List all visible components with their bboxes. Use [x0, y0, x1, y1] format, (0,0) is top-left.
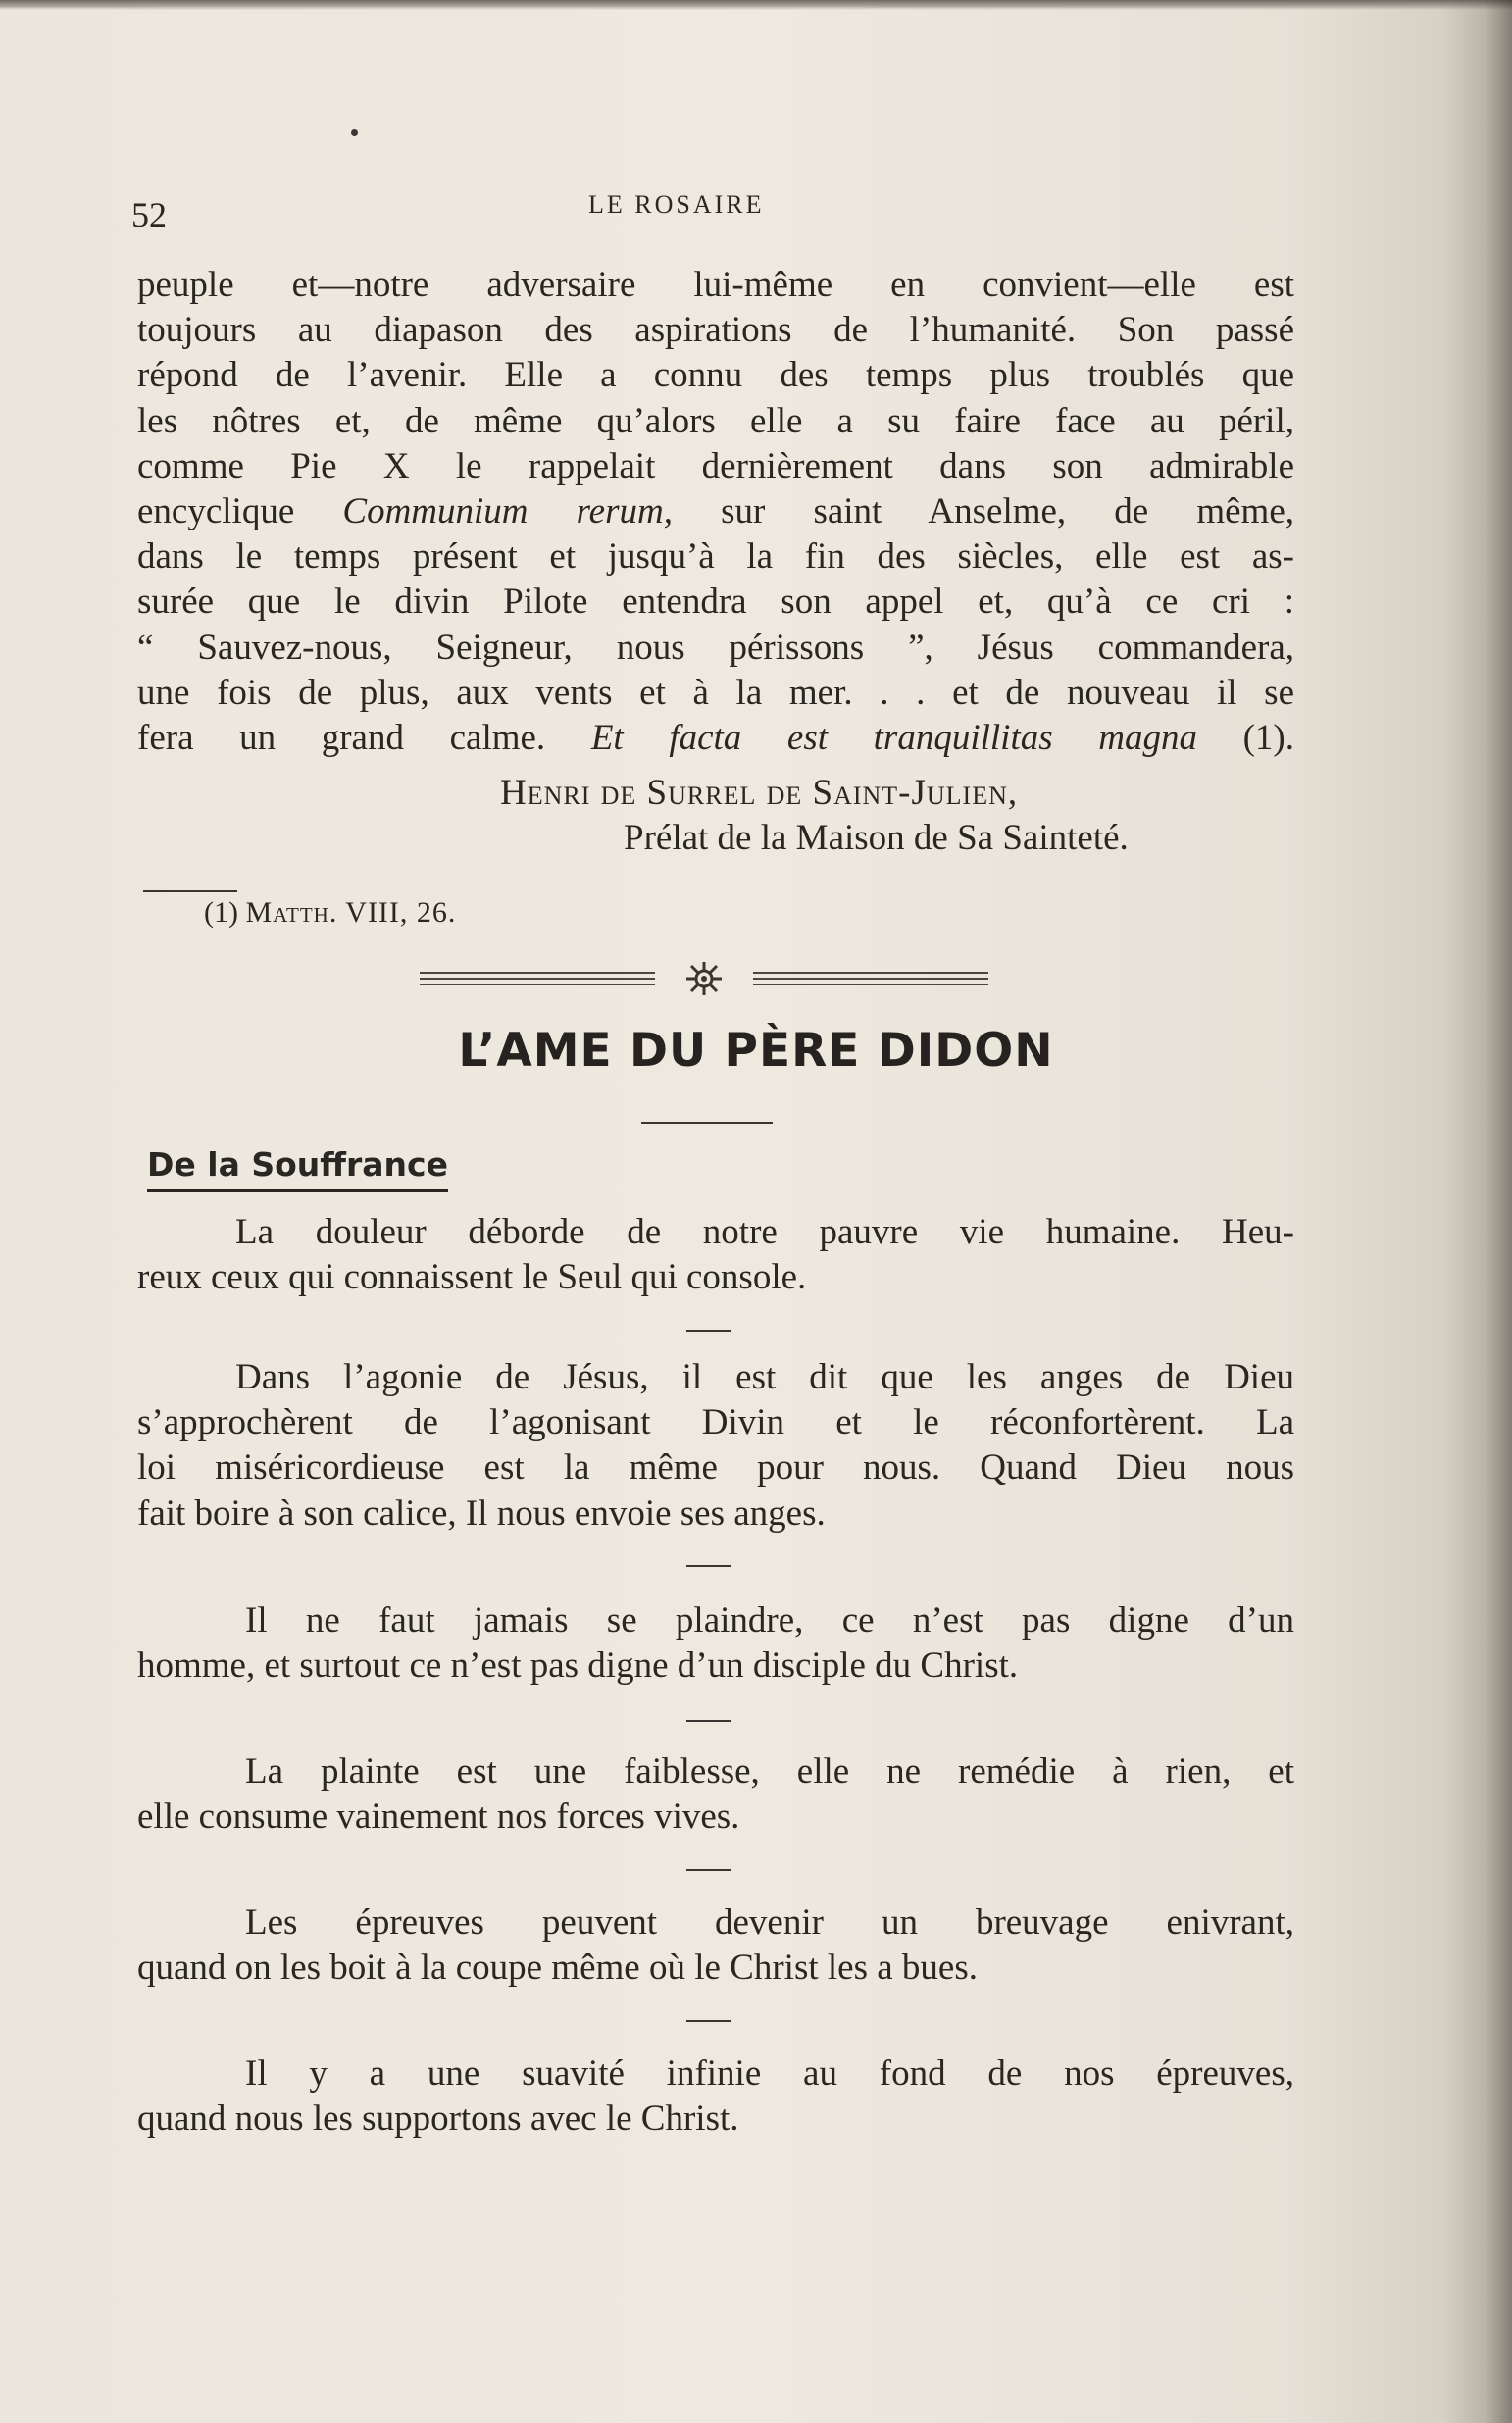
text-line: répond de l’avenir. Elle a connu des temps plus troublés que — [137, 355, 1294, 396]
ornament-rule-left — [420, 972, 655, 985]
text-segment: sur saint Anselme, de même, — [672, 491, 1295, 532]
print-speck — [351, 129, 358, 136]
section-ornament — [420, 961, 988, 996]
paragraph — [137, 1355, 1294, 1537]
text-line: toujours au diapason des aspirations de l’humanité. Son passé — [137, 310, 1294, 351]
latin-quote: Et facta est tranquillitas magna — [590, 718, 1197, 759]
footnote-rule — [143, 890, 237, 892]
separator-dash — [686, 1330, 731, 1332]
title-rule — [641, 1122, 773, 1124]
text-line: Les épreuves peuvent devenir un breuvage enivrant, — [245, 1902, 1294, 1943]
text-segment: fera un grand calme. — [137, 718, 546, 759]
text-line: les nôtres et, de même qu’alors elle a su faire face au péril, — [137, 400, 1294, 441]
text-line: Il y a une suavité infinie au fond de nos épreuves, — [245, 2053, 1294, 2094]
text-line: comme Pie X le rappelait dernièrement dans son admirable — [137, 445, 1294, 486]
running-header — [0, 184, 1512, 233]
paragraph — [137, 2051, 1294, 2142]
text-line: fait boire à son calice, Il nous envoie ses anges. — [137, 1492, 826, 1534]
footnote-text: Matth. VIII, 26. — [245, 896, 457, 929]
footnote — [204, 896, 456, 930]
text-line: une fois de plus, aux vents et à la mer. . . et de nouveau il se — [137, 672, 1294, 713]
text-line: La plainte est une faiblesse, elle ne remédie à rien, et — [245, 1751, 1294, 1792]
text-line: elle consume vainement nos forces vives. — [137, 1796, 740, 1838]
footnote-mark: (1) — [204, 896, 238, 929]
text-line: La douleur déborde de notre pauvre vie humaine. Heu- — [235, 1212, 1294, 1252]
text-line-final — [137, 716, 1294, 761]
section-heading: De la Souffrance — [147, 1145, 448, 1192]
separator-dash — [686, 1869, 731, 1871]
text-line: reux ceux qui connaissent le Seul qui console. — [137, 1257, 807, 1298]
text-line: dans le temps présent et jusqu’à la fin des siècles, elle est as- — [137, 536, 1294, 578]
latin-title: Communium rerum, — [342, 491, 673, 532]
text-line: quand on les boit à la coupe même où le Christ les a bues. — [137, 1947, 978, 1989]
text-line: surée que le divin Pilote entendra son appel et, qu’à ce cri : — [137, 581, 1294, 623]
running-title: LE ROSAIRE — [588, 190, 765, 219]
separator-dash — [686, 2020, 731, 2022]
text-line: “ Sauvez-nous, Seigneur, nous périssons ”, Jésus commandera, — [137, 627, 1294, 668]
text-line: quand nous les supportons avec le Christ. — [137, 2098, 739, 2140]
text-line-encyclical — [137, 489, 1294, 534]
paragraph — [137, 1900, 1294, 1991]
article-title: L’AME DU PÈRE DIDON — [458, 1024, 1054, 1078]
signature-block — [490, 771, 1294, 861]
text-segment: encyclique — [137, 491, 343, 532]
page-top-edge — [0, 0, 1512, 10]
text-line: s’approchèrent de l’agonisant Divin et le réconfortèrent. La — [137, 1402, 1294, 1443]
author-title: Prélat de la Maison de Sa Sainteté. — [624, 818, 1129, 858]
text-line: Dans l’agonie de Jésus, il est dit que les anges de Dieu — [235, 1357, 1294, 1397]
paragraph — [137, 1749, 1294, 1840]
text-line: Il ne faut jamais se plaindre, ce n’est pas digne d’un — [245, 1600, 1294, 1641]
text-line: peuple et—notre adversaire lui-même en convient—elle est — [137, 265, 1294, 305]
author-name: Henri de Surrel de Saint-Julien, — [500, 773, 1019, 813]
continuation-paragraph — [137, 263, 1294, 761]
footnote-reference: (1). — [1242, 718, 1294, 759]
sun-ornament-icon — [682, 961, 726, 996]
separator-dash — [686, 1720, 731, 1722]
page-number: 52 — [131, 195, 167, 234]
text-line: loi miséricordieuse est la même pour nous. Quand Dieu nous — [137, 1447, 1294, 1489]
text-line: homme, et surtout ce n’est pas digne d’un disciple du Christ. — [137, 1645, 1019, 1687]
separator-dash — [686, 1565, 731, 1567]
ornament-rule-right — [753, 972, 988, 985]
binding-shadow — [1443, 0, 1512, 2423]
paragraph — [137, 1598, 1294, 1689]
paragraph — [137, 1210, 1294, 1300]
